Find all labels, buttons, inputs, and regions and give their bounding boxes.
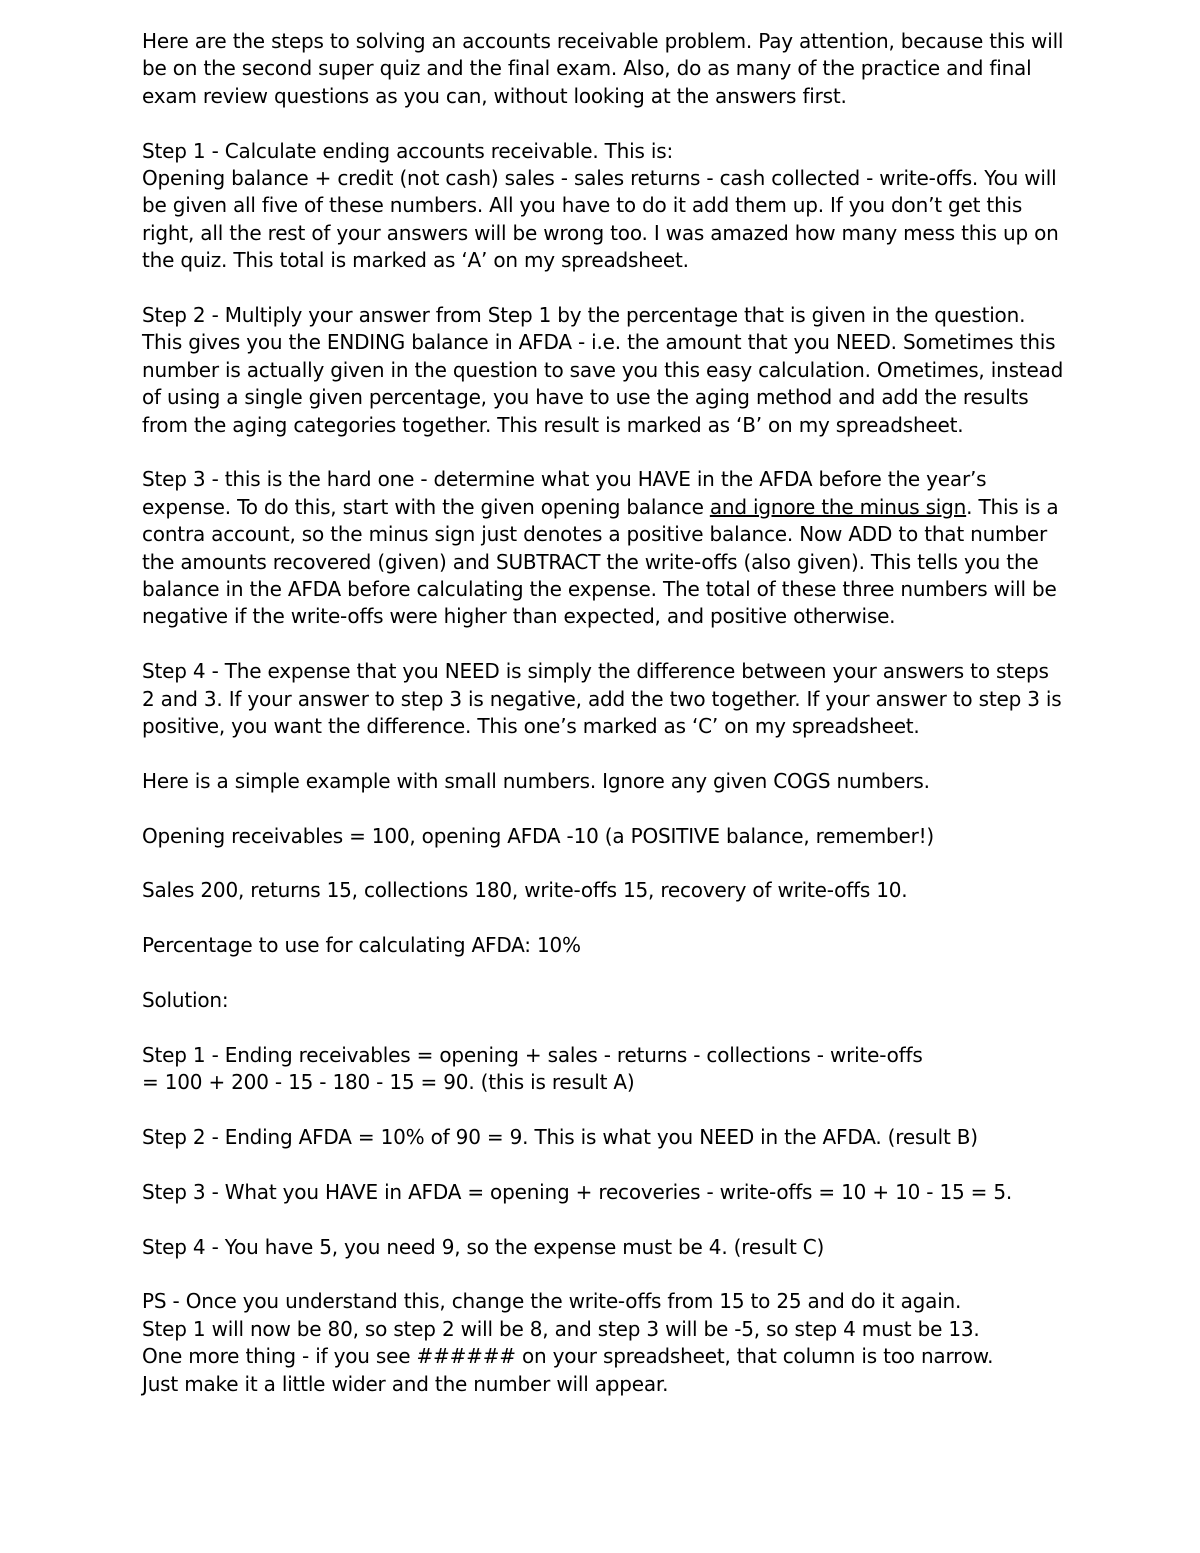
solution-step1-line1: Step 1 - Ending receivables = opening + sales - returns - collections - write-offs: [142, 1042, 923, 1067]
step3-text-after: . This is a contra account, so the minus sign just denotes a positive balance. Now ADD to that number the amounts recovered (given) and SUBTRACT the write-offs (also given). This tells you the balance in the AFDA before calculating the expense. The total of these three numbers will be negative if the write-offs were higher than expected, and positive otherwise.: [142, 494, 1059, 629]
step1-paragraph: [142, 138, 1067, 275]
solution-step1-line2: = 100 + 200 - 15 - 180 - 15 = 90. (this is result A): [142, 1070, 635, 1095]
example-intro: Here is a simple example with small numbers. Ignore any given COGS numbers.: [142, 768, 930, 793]
document-page: [142, 28, 1067, 1425]
ps-line3: One more thing - if you see ###### on your spreadsheet, that column is too narrow.: [142, 1344, 994, 1369]
solution-step3: Step 3 - What you HAVE in AFDA = opening + recoveries - write-offs = 10 + 10 - 15 = 5.: [142, 1179, 1013, 1204]
ps-paragraph: [142, 1288, 1067, 1398]
step1-heading: Step 1 - Calculate ending accounts receivable. This is:: [142, 138, 673, 163]
step3-text-before: Step 3 - this is the hard one - determine what you HAVE in the AFDA before the year’s expense. To do this, start with the given opening balance: [142, 467, 987, 519]
intro-paragraph: Here are the steps to solving an accounts receivable problem. Pay attention, because this will be on the second super quiz and the final exam. Also, do as many of the practice and final exam review questions as you can, without looking at the answers first.: [142, 29, 1064, 108]
solution-label: Solution:: [142, 988, 229, 1013]
step1-body: Opening balance + credit (not cash) sales - sales returns - cash collected - write-offs. You will be given all five of these numbers. All you have to do it add them up. If you don’t get this right, all the rest of your answers will be wrong too. I was amazed how many mess this up on the quiz. This total is marked as ‘A’ on my spreadsheet.: [142, 166, 1059, 273]
ps-line4: Just make it a little wider and the number will appear.: [142, 1371, 669, 1396]
solution-step4: Step 4 - You have 5, you need 9, so the expense must be 4. (result C): [142, 1234, 825, 1259]
example-percentage: Percentage to use for calculating AFDA: 10%: [142, 933, 581, 958]
solution-step2: Step 2 - Ending AFDA = 10% of 90 = 9. This is what you NEED in the AFDA. (result B): [142, 1125, 978, 1150]
solution-step1: [142, 1042, 1067, 1097]
step3-underlined-text: and ignore the minus sign: [709, 494, 967, 519]
ps-line1: PS - Once you understand this, change the write-offs from 15 to 25 and do it again.: [142, 1289, 962, 1314]
example-opening: Opening receivables = 100, opening AFDA -10 (a POSITIVE balance, remember!): [142, 823, 935, 848]
step4-paragraph: Step 4 - The expense that you NEED is simply the difference between your answers to steps 2 and 3. If your answer to step 3 is negative, add the two together. If your answer to step 3 is positive, you want the difference. This one’s marked as ‘C’ on my spreadsheet.: [142, 659, 1062, 739]
step3-paragraph: [142, 466, 1067, 630]
step2-paragraph: Step 2 - Multiply your answer from Step 1 by the percentage that is given in the question. This gives you the ENDING balance in AFDA - i.e. the amount that you NEED. Sometimes this number is actually given in the question to save you this easy calculation. Ometimes, instead of using a single given percentage, you have to use the aging method and add the results from the aging categories together. This result is marked as ‘B’ on my spreadsheet.: [142, 303, 1064, 437]
ps-line2: Step 1 will now be 80, so step 2 will be 8, and step 3 will be -5, so step 4 must be 13.: [142, 1316, 980, 1341]
example-sales: Sales 200, returns 15, collections 180, write-offs 15, recovery of write-offs 10.: [142, 878, 908, 903]
